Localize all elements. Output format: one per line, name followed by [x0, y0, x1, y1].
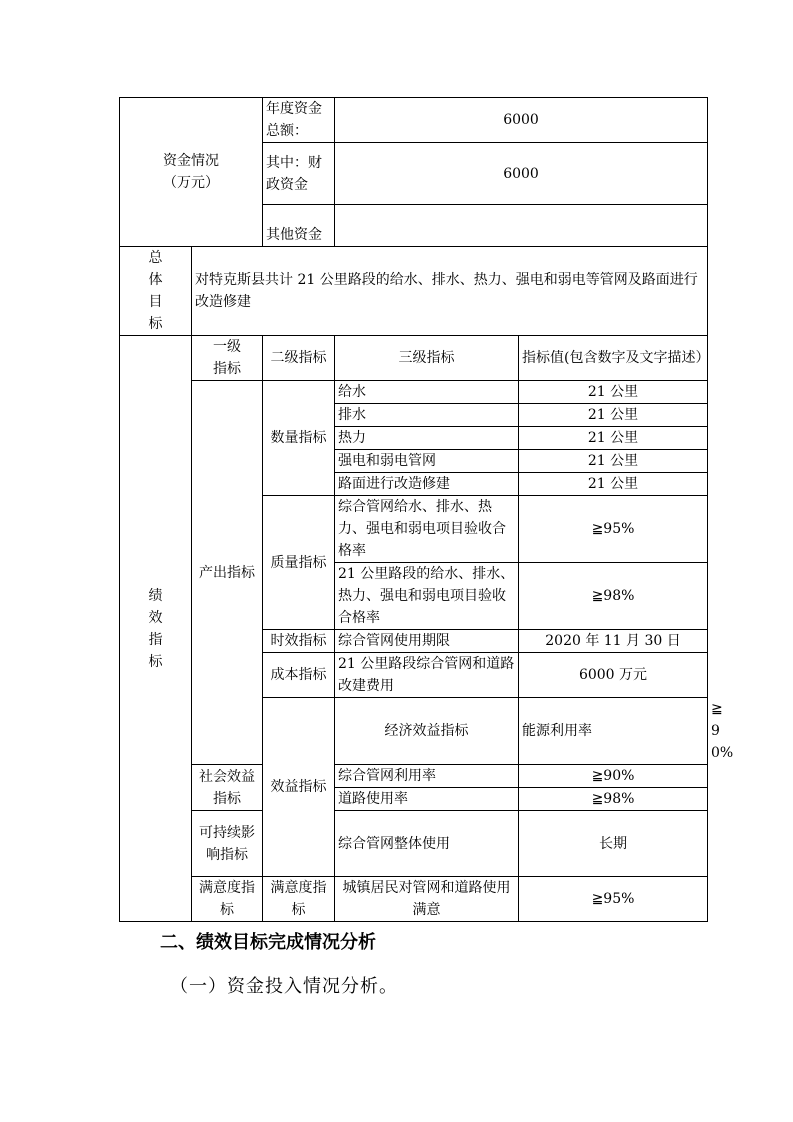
header-level1: 一级指标 [192, 336, 263, 381]
other-funding-value [335, 205, 708, 247]
quality-value: ≧98% [519, 563, 708, 630]
satisfaction-sub-label: 满意度指标 [263, 877, 335, 922]
fiscal-value: 6000 [335, 143, 708, 205]
cost-value: 6000 万元 [519, 653, 708, 698]
quantity-item: 强电和弱电管网 [335, 450, 519, 473]
economic-label: 经济效益指标 [335, 698, 519, 765]
annual-total-value: 6000 [335, 98, 708, 143]
performance-label: 绩效指标 [120, 336, 192, 922]
overall-goal-label: 总体目标 [120, 247, 192, 336]
fiscal-label: 其中：财政资金 [263, 143, 335, 205]
economic-item: 能源利用率 [519, 698, 708, 765]
header-value: 指标值(包含数字及文字描述） [519, 336, 708, 381]
quality-value: ≧95% [519, 496, 708, 563]
quantity-value: 21 公里 [519, 450, 708, 473]
quantity-value: 21 公里 [519, 427, 708, 450]
quantity-value: 21 公里 [519, 473, 708, 496]
header-level2: 二级指标 [263, 336, 335, 381]
quality-item: 21 公里路段的给水、排水、热力、强电和弱电项目验收合格率 [335, 563, 519, 630]
quantity-label: 数量指标 [263, 381, 335, 496]
sub-title: （一）资金投入情况分析。 [170, 976, 398, 997]
cost-label: 成本指标 [263, 653, 335, 698]
quality-label: 质量指标 [263, 496, 335, 630]
timeliness-value: 2020 年 11 月 30 日 [519, 630, 708, 653]
satisfaction-value: ≧95% [519, 877, 708, 922]
quantity-item: 路面进行改造修建 [335, 473, 519, 496]
annual-total-label: 年度资金总额： [263, 98, 335, 143]
cost-item: 21 公里路段综合管网和道路改建费用 [335, 653, 519, 698]
other-funding-label: 其他资金 [263, 205, 335, 247]
funding-label: 资金情况（万元） [120, 98, 263, 247]
satisfaction-item: 城镇居民对管网和道路使用满意 [335, 877, 519, 922]
quality-item: 综合管网给水、排水、热力、强电和弱电项目验收合格率 [335, 496, 519, 563]
overall-goal-text: 对特克斯县共计 21 公里路段的给水、排水、热力、强电和弱电等管网及路面进行改造修建 [192, 247, 708, 336]
section-title: 二、绩效目标完成情况分析 [160, 932, 376, 953]
quantity-value: 21 公里 [519, 404, 708, 427]
social-item: 综合管网利用率 [335, 765, 519, 788]
performance-table: 资金情况（万元） 年度资金总额： 6000 其中：财政资金 6000 其他资金 总体目标 对特克斯县共计 21 公里路段的给水、排水、热力、强电和弱电等管网及路面进行改造修建 绩效指标 一级指标 二级指标 三级指标 指标值(包含数字及文字描述） 产出指标 数量指标 给水 21 公里 排水 21 公里 热力 21 公里 强电和弱电管网 21 公里 路面进行改造修建 21 公里 质量指标 综合管网给水、排水、热力、强电和弱电项目验收合格率 ≧95% 21 公里路段的给水、排水、热力、强电和弱电项目验收合格率 ≧98% 时效指标 综合管网使用期限 2020 年 11 月 30 日 成本指标 21 公里路段综合管网和道路改建费用 6000 万元 效益指标 经济效益指标 能源利用率 ≧90% 社会效益指标 综合管网利用率 ≧90% 道路使用率 ≧98% 可持续影响指标 综合管网整体使用 长期 满意度指标 满意度指标 城镇居民对管网和道路使用满意 ≧95% [119, 97, 708, 922]
social-value: ≧90% [519, 765, 708, 788]
benefit-label: 效益指标 [263, 698, 335, 877]
satisfaction-label: 满意度指标 [192, 877, 263, 922]
sustainable-value: 长期 [519, 811, 708, 877]
timeliness-item: 综合管网使用期限 [335, 630, 519, 653]
sustainable-item: 综合管网整体使用 [335, 811, 519, 877]
timeliness-label: 时效指标 [263, 630, 335, 653]
social-item: 道路使用率 [335, 788, 519, 811]
quantity-item: 热力 [335, 427, 519, 450]
output-label: 产出指标 [192, 381, 263, 765]
social-label: 社会效益指标 [192, 765, 263, 811]
quantity-value: 21 公里 [519, 381, 708, 404]
quantity-item: 排水 [335, 404, 519, 427]
social-value: ≧98% [519, 788, 708, 811]
header-level3: 三级指标 [335, 336, 519, 381]
sustainable-label: 可持续影响指标 [192, 811, 263, 877]
quantity-item: 给水 [335, 381, 519, 404]
